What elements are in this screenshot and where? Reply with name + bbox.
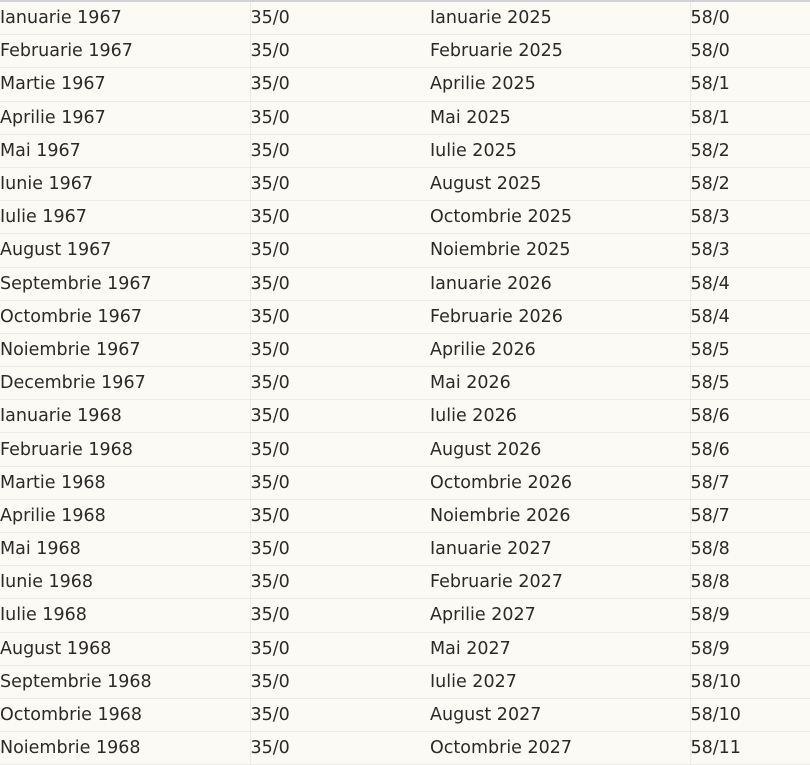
retirement-age-cell: 58/9: [690, 599, 810, 632]
table-row: [0, 698, 810, 731]
birth-month-cell: Ianuarie 1968: [0, 400, 250, 433]
retirement-age-cell: 58/0: [690, 2, 810, 35]
retirement-month-cell: Ianuarie 2025: [430, 2, 690, 35]
table-row: [0, 599, 810, 632]
birth-age-cell: 35/0: [250, 333, 430, 366]
table-row: [0, 732, 810, 765]
birth-age-cell: 35/0: [250, 466, 430, 499]
birth-month-cell: Iunie 1967: [0, 167, 250, 200]
retirement-month-cell: Noiembrie 2026: [430, 499, 690, 532]
birth-age-cell: 35/0: [250, 35, 430, 68]
retirement-age-cell: 58/8: [690, 566, 810, 599]
birth-age-cell: 35/0: [250, 201, 430, 234]
retirement-age-cell: 58/0: [690, 35, 810, 68]
birth-age-cell: 35/0: [250, 400, 430, 433]
table-row: [0, 101, 810, 134]
retirement-age-cell: 58/2: [690, 167, 810, 200]
retirement-month-cell: Mai 2026: [430, 367, 690, 400]
data-table: [0, 2, 810, 765]
retirement-age-cell: 58/10: [690, 698, 810, 731]
retirement-month-cell: Februarie 2025: [430, 35, 690, 68]
birth-month-cell: August 1967: [0, 234, 250, 267]
retirement-month-cell: Februarie 2027: [430, 566, 690, 599]
birth-month-cell: Iulie 1967: [0, 201, 250, 234]
birth-age-cell: 35/0: [250, 599, 430, 632]
birth-month-cell: Iunie 1968: [0, 566, 250, 599]
retirement-age-cell: 58/11: [690, 732, 810, 765]
retirement-age-cell: 58/5: [690, 367, 810, 400]
retirement-month-cell: Februarie 2026: [430, 300, 690, 333]
retirement-month-cell: Iulie 2027: [430, 665, 690, 698]
birth-age-cell: 35/0: [250, 101, 430, 134]
retirement-age-cell: 58/5: [690, 333, 810, 366]
retirement-month-cell: Iulie 2026: [430, 400, 690, 433]
retirement-age-cell: 58/4: [690, 300, 810, 333]
birth-month-cell: Aprilie 1967: [0, 101, 250, 134]
birth-age-cell: 35/0: [250, 632, 430, 665]
table-row: [0, 333, 810, 366]
table-row: [0, 533, 810, 566]
birth-age-cell: 35/0: [250, 698, 430, 731]
birth-age-cell: 35/0: [250, 367, 430, 400]
retirement-age-cell: 58/3: [690, 234, 810, 267]
retirement-month-cell: Mai 2027: [430, 632, 690, 665]
retirement-month-cell: Mai 2025: [430, 101, 690, 134]
retirement-month-cell: Octombrie 2027: [430, 732, 690, 765]
birth-age-cell: 35/0: [250, 665, 430, 698]
table-row: [0, 400, 810, 433]
retirement-month-cell: Iulie 2025: [430, 134, 690, 167]
retirement-age-cell: 58/9: [690, 632, 810, 665]
birth-month-cell: Septembrie 1967: [0, 267, 250, 300]
retirement-age-cell: 58/1: [690, 101, 810, 134]
birth-month-cell: August 1968: [0, 632, 250, 665]
retirement-month-cell: Octombrie 2026: [430, 466, 690, 499]
retirement-age-cell: 58/6: [690, 400, 810, 433]
retirement-month-cell: Octombrie 2025: [430, 201, 690, 234]
birth-month-cell: Noiembrie 1967: [0, 333, 250, 366]
retirement-age-cell: 58/6: [690, 433, 810, 466]
table-row: [0, 466, 810, 499]
birth-month-cell: Martie 1968: [0, 466, 250, 499]
table-row: [0, 566, 810, 599]
table-row: [0, 68, 810, 101]
birth-month-cell: Ianuarie 1967: [0, 2, 250, 35]
retirement-month-cell: August 2026: [430, 433, 690, 466]
table-row: [0, 300, 810, 333]
table-row: [0, 234, 810, 267]
birth-age-cell: 35/0: [250, 68, 430, 101]
table-row: [0, 201, 810, 234]
table-row: [0, 367, 810, 400]
birth-age-cell: 35/0: [250, 566, 430, 599]
retirement-age-cell: 58/1: [690, 68, 810, 101]
birth-month-cell: Noiembrie 1968: [0, 732, 250, 765]
retirement-month-cell: Noiembrie 2025: [430, 234, 690, 267]
table-row: [0, 167, 810, 200]
birth-month-cell: Septembrie 1968: [0, 665, 250, 698]
birth-month-cell: Octombrie 1967: [0, 300, 250, 333]
table-row: [0, 665, 810, 698]
birth-age-cell: 35/0: [250, 433, 430, 466]
birth-age-cell: 35/0: [250, 533, 430, 566]
birth-month-cell: Octombrie 1968: [0, 698, 250, 731]
birth-month-cell: Martie 1967: [0, 68, 250, 101]
birth-age-cell: 35/0: [250, 732, 430, 765]
table-row: [0, 267, 810, 300]
birth-age-cell: 35/0: [250, 134, 430, 167]
retirement-age-cell: 58/2: [690, 134, 810, 167]
birth-age-cell: 35/0: [250, 300, 430, 333]
retirement-month-cell: August 2027: [430, 698, 690, 731]
birth-month-cell: Februarie 1968: [0, 433, 250, 466]
retirement-age-cell: 58/10: [690, 665, 810, 698]
retirement-month-cell: Ianuarie 2026: [430, 267, 690, 300]
table-row: [0, 134, 810, 167]
birth-month-cell: Iulie 1968: [0, 599, 250, 632]
retirement-age-cell: 58/4: [690, 267, 810, 300]
retirement-age-cell: 58/8: [690, 533, 810, 566]
retirement-age-cell: 58/7: [690, 466, 810, 499]
retirement-month-cell: Aprilie 2027: [430, 599, 690, 632]
retirement-month-cell: Aprilie 2025: [430, 68, 690, 101]
retirement-month-cell: Ianuarie 2027: [430, 533, 690, 566]
birth-month-cell: Februarie 1967: [0, 35, 250, 68]
retirement-month-cell: Aprilie 2026: [430, 333, 690, 366]
birth-month-cell: Decembrie 1967: [0, 367, 250, 400]
table-body: [0, 2, 810, 765]
retirement-age-cell: 58/7: [690, 499, 810, 532]
retirement-age-cell: 58/3: [690, 201, 810, 234]
table-row: [0, 433, 810, 466]
birth-age-cell: 35/0: [250, 267, 430, 300]
birth-month-cell: Aprilie 1968: [0, 499, 250, 532]
birth-month-cell: Mai 1967: [0, 134, 250, 167]
birth-age-cell: 35/0: [250, 167, 430, 200]
retirement-month-cell: August 2025: [430, 167, 690, 200]
table-row: [0, 499, 810, 532]
birth-age-cell: 35/0: [250, 234, 430, 267]
table-row: [0, 632, 810, 665]
birth-age-cell: 35/0: [250, 499, 430, 532]
table-row: [0, 2, 810, 35]
table-row: [0, 35, 810, 68]
birth-age-cell: 35/0: [250, 2, 430, 35]
birth-month-cell: Mai 1968: [0, 533, 250, 566]
